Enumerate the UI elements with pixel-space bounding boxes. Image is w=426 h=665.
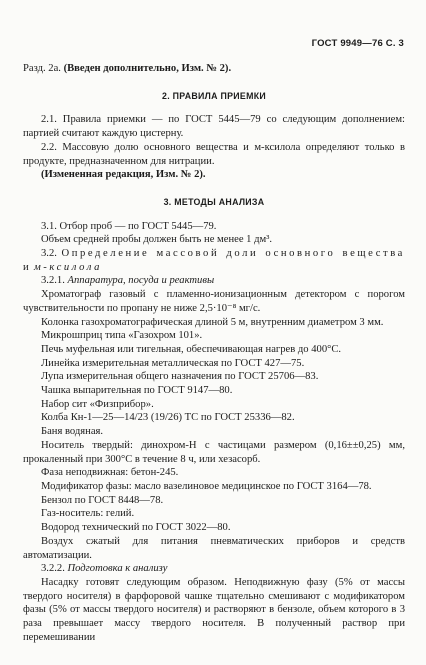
item-stationary-phase: Фаза неподвижная: бетон-245. (41, 467, 179, 479)
item-loupe: Лупа измерительная общего назначения по ГОСТ 25706—83. (41, 371, 319, 383)
razd-note: (Введен дополнительно, Изм. № 2). (63, 63, 232, 74)
document-body (23, 62, 405, 644)
section-razd-2a (23, 62, 405, 76)
p322-number: 3.2.2. (41, 563, 65, 575)
item-column: Колонка газохроматографическая длиной 5 м, внутренним диаметром 3 мм. (41, 316, 384, 328)
section-2-heading: 2. ПРАВИЛА ПРИЕМКИ (162, 90, 266, 101)
item-sieves: Набор сит «Физприбор». (41, 398, 154, 410)
item-flask: Колба Кн-1—25—14/23 (19/26) ТС по ГОСТ 25336—82. (41, 412, 295, 424)
section-3-heading: 3. МЕТОДЫ АНАЛИЗА (163, 196, 265, 207)
p321-title: Аппаратура, посуда и реактивы (67, 275, 215, 287)
item-air: Воздух сжатый для питания пневматических приборов и средств автоматизации. (23, 535, 405, 561)
p32-title-tail: м-ксилола (33, 261, 103, 273)
paragraph-2-1: 2.1. Правила приемки — по ГОСТ 5445—79 со следующим дополнением: партией считают каждую цистерну. (23, 114, 405, 140)
p32-number: 3.2. (41, 248, 57, 260)
item-gas-carrier: Газ-носитель: гелий. (41, 508, 135, 520)
item-bath: Баня водяная. (41, 426, 104, 438)
paragraph-3-2-1 (23, 274, 405, 288)
item-modifier: Модификатор фазы: масло вазелиновое медицинское по ГОСТ 3164—78. (41, 480, 372, 492)
item-solid-carrier: Носитель твердый: динохром-Н с частицами размером (0,16±±0,25) мм, прокаленный при 300°С в течение 8 ч, или хезасорб. (23, 439, 405, 465)
edit-note: (Измененная редакция, Изм. № 2). (41, 169, 206, 181)
p321-number: 3.2.1. (41, 275, 65, 287)
razd-label: Разд. 2а. (23, 63, 61, 74)
item-syringe: Микрошприц типа «Газохром 101». (41, 330, 203, 342)
p32-title: Определение массовой доли основного вещества и (23, 248, 405, 273)
paragraph-nasadka: Насадку готовят следующим образом. Неподвижную фазу (5% от массы твердого носителя) в фарфоровой чашке тщательно смешивают с модификатором фазы (5% от массы твердого носителя) и растворяют в бензоле, объем которого в 3 раза превышает массу твердого носителя. В полученный раствор при перемешивании (23, 576, 405, 643)
item-ruler: Линейка измерительная металлическая по ГОСТ 427—75. (41, 357, 305, 369)
item-benzene: Бензол по ГОСТ 8448—78. (41, 494, 164, 506)
paragraph-3-2 (23, 247, 405, 274)
item-hydrogen: Водород технический по ГОСТ 3022—80. (41, 522, 231, 534)
item-furnace: Печь муфельная или тигельная, обеспечивающая нагрев до 400°С. (41, 343, 342, 355)
item-cup: Чашка выпарительная по ГОСТ 9147—80. (41, 385, 233, 397)
running-header: ГОСТ 9949—76 С. 3 (311, 38, 404, 49)
item-chromatograph: Хроматограф газовый с пламенно-ионизационным детектором с порогом чувствительности по пропану не ниже 2,5·10⁻⁸ мг/с. (23, 289, 405, 314)
sample-volume: Объем средней пробы должен быть не менее 1 дм³. (41, 234, 273, 246)
p322-title: Подготовка к анализу (67, 563, 168, 575)
paragraph-3-2-2 (23, 562, 405, 576)
paragraph-2-2: 2.2. Массовую долю основного вещества и м-ксилола определяют только в продукте, предназначенном для нитрации. (23, 141, 405, 167)
paragraph-3-1: 3.1. Отбор проб — по ГОСТ 5445—79. (41, 220, 217, 232)
